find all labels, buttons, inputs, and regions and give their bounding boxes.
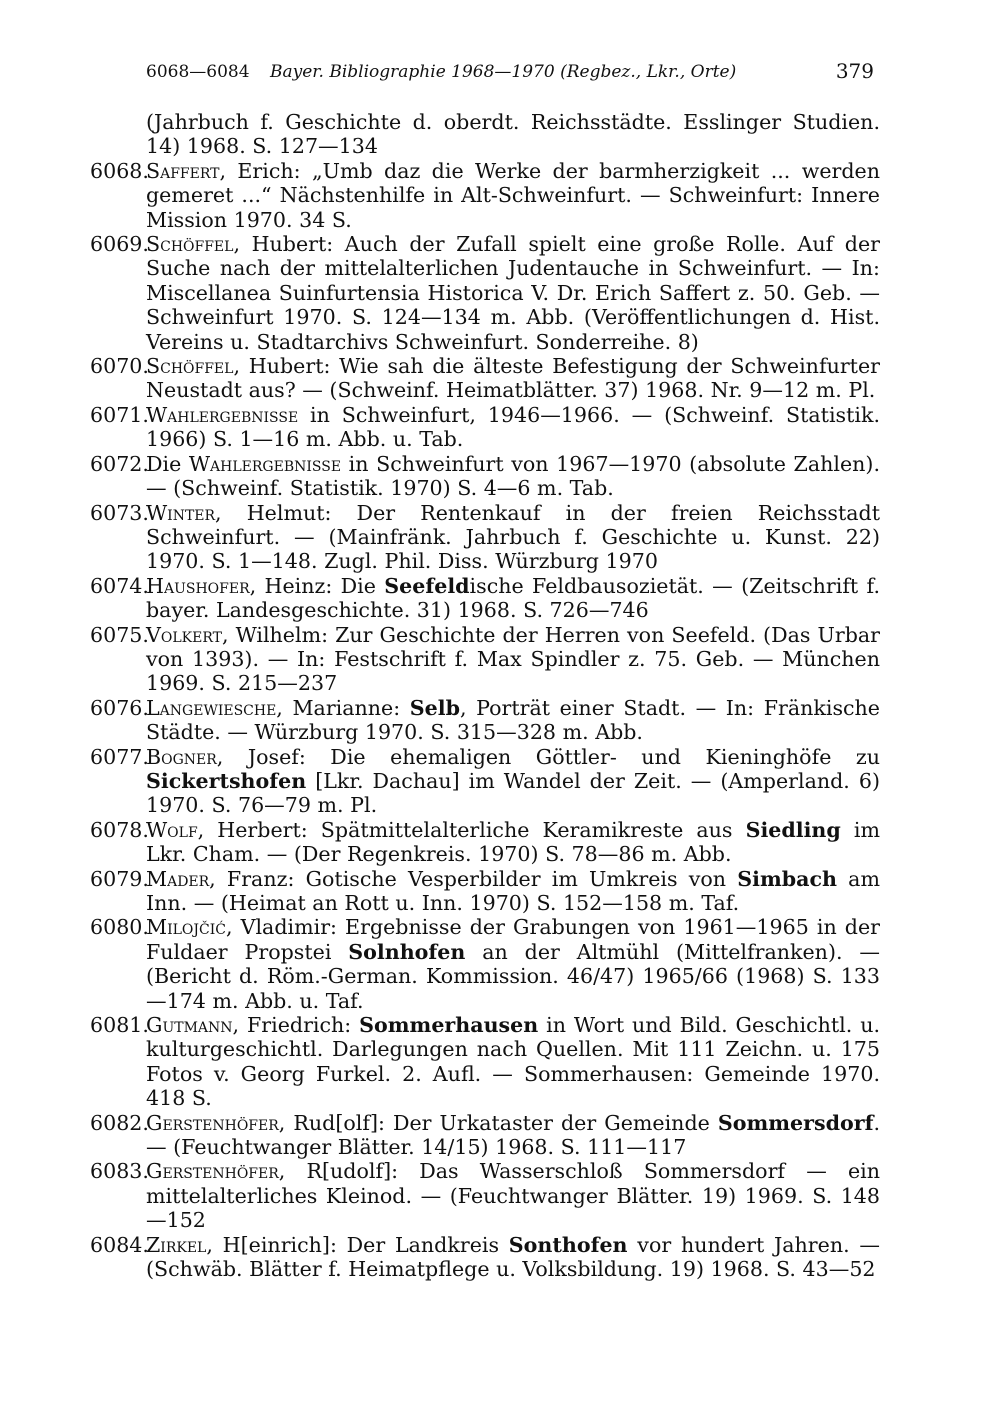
entry-number: 6080. bbox=[90, 915, 149, 940]
entry-rest-lead: Friedrich: bbox=[239, 1013, 360, 1038]
entry-text bbox=[146, 1111, 880, 1160]
place-keyword: Sommersdorf bbox=[717, 1110, 874, 1135]
entry-rest: in Wort und Bild. Geschichtl. u. kulturgeschichtl. Darlegungen nach Quellen. Mit 111 Zeichn. u. 175 Fotos v. Georg Furkel. 2. Aufl. — Sommerhausen: Gemeinde 1970. 418 S. bbox=[146, 1013, 881, 1111]
entry-rest: an der Altmühl (Mittelfranken). — (Bericht d. Röm.-German. Kommission. 46/47) 1965/66 (1968) S. 133—174 m. Abb. u. Taf. bbox=[146, 939, 881, 1013]
entry-author: Milojčić, bbox=[146, 915, 233, 940]
bibliography-entry bbox=[90, 915, 880, 1013]
entry-rest: . — (Feuchtwanger Blätter. 14/15) 1968. S. 111—117 bbox=[146, 1110, 880, 1160]
entry-rest: (Jahrbuch f. Geschichte d. oberdt. Reichsstädte. Esslinger Studien. 14) 1968. S. 127—134 bbox=[146, 110, 880, 159]
entry-rest: am Inn. — (Heimat an Rott u. Inn. 1970) S. 152—158 m. Taf. bbox=[146, 866, 880, 915]
entry-rest: Hubert: Auch der Zufall spielt eine große Rolle. Auf der Suche nach der mittelalterlichen Judentauche in Schweinfurt. — In: Miscellanea Suinfurtensia Historica V. Dr. Erich Saffert z. 50. Geb. — Schweinfurt 1970. S. 124—134 m. Abb. (Veröffentlichungen d. Hist. Vereins u. Stadtarchivs Schweinfurt. Sonderreihe. 8) bbox=[146, 232, 880, 354]
entry-text bbox=[146, 867, 880, 916]
bibliography-entry bbox=[90, 403, 880, 452]
entry-text bbox=[146, 623, 880, 696]
bibliography-entry bbox=[90, 354, 880, 403]
entry-number: 6072. bbox=[90, 451, 149, 476]
entry-rest: ische Feldbausozietät. — (Zeitschrift f. bayer. Landesgeschichte. 31) 1968. S. 726—746 bbox=[146, 573, 880, 623]
entry-author: Volkert, bbox=[146, 622, 229, 647]
entry-rest: Hubert: Wie sah die älteste Befestigung der Schweinfurter Neustadt aus? — (Schweinf. Heimatblätter. 37) 1968. Nr. 9—12 m. Pl. bbox=[146, 354, 880, 403]
place-keyword: Seefeld bbox=[384, 573, 470, 598]
entry-number: 6077. bbox=[90, 744, 149, 769]
bibliography-entry bbox=[90, 1111, 880, 1160]
entry-range: 6068—6084 bbox=[146, 62, 250, 82]
bibliography-entry bbox=[90, 818, 880, 867]
entry-number: 6069. bbox=[90, 232, 149, 257]
entry-rest-lead: Franz: Gotische Vesperbilder im Umkreis von bbox=[215, 866, 738, 891]
entry-author: Gerstenhöfer, bbox=[146, 1110, 286, 1135]
entry-text bbox=[146, 1013, 880, 1111]
entry-number: 6075. bbox=[90, 622, 149, 647]
bibliography-entry bbox=[90, 501, 880, 574]
entry-rest-lead: Heinz: Die bbox=[256, 573, 385, 598]
entry-text bbox=[146, 574, 880, 623]
entry-number: 6084. bbox=[90, 1232, 149, 1257]
entry-author: Wahlergebnisse bbox=[188, 451, 342, 476]
entry-author: Gutmann, bbox=[146, 1013, 240, 1038]
entry-rest-lead: Vladimir: Ergebnisse der Grabungen von 1961—1965 in der Fuldaer Propstei bbox=[146, 915, 880, 964]
entry-number: 6074. bbox=[90, 573, 149, 598]
entry-rest-lead: Rud[olf]: Der Urkataster der Gemeinde bbox=[285, 1110, 718, 1135]
entry-text bbox=[146, 1233, 880, 1282]
entry-pre: Die bbox=[146, 451, 189, 476]
place-keyword: Solnhofen bbox=[348, 939, 466, 964]
entry-author: Gerstenhöfer, bbox=[146, 1159, 286, 1184]
bibliography-list bbox=[90, 110, 880, 1282]
entry-author: Bogner, bbox=[146, 744, 224, 769]
entry-text bbox=[146, 818, 880, 867]
entry-text bbox=[146, 354, 880, 403]
entry-rest-lead: Herbert: Spätmittelalterliche Keramikreste aus bbox=[204, 817, 746, 842]
entry-number: 6070. bbox=[90, 354, 149, 379]
entry-rest: Wilhelm: Zur Geschichte der Herren von Seefeld. (Das Urbar von 1393). — In: Festschrift f. Max Spindler z. 75. Geb. — München 1969. S. 215—237 bbox=[146, 622, 880, 696]
entry-text bbox=[146, 745, 880, 818]
page-number: 379 bbox=[835, 59, 874, 83]
entry-rest: , Porträt einer Stadt. — In: Fränkische Städte. — Würzburg 1970. S. 315—328 m. Abb. bbox=[146, 695, 880, 745]
entry-text bbox=[146, 232, 880, 354]
bibliography-entry bbox=[90, 867, 880, 916]
entry-number: 6071. bbox=[90, 402, 149, 427]
entry-text bbox=[146, 501, 880, 574]
entry-rest: Erich: „Umb daz die Werke der barmherzigkeit ... werden gemeret ...“ Nächstenhilfe in Alt-Schweinfurt. — Schweinfurt: Innere Mission 1970. 34 S. bbox=[146, 158, 880, 232]
running-title: Bayer. Bibliographie 1968—1970 (Regbez., Lkr., Orte) bbox=[270, 62, 737, 82]
bibliography-entry bbox=[90, 1233, 880, 1282]
entry-author: Langewiesche, bbox=[146, 695, 283, 720]
entry-rest-lead: H[einrich]: Der Landkreis bbox=[212, 1232, 509, 1257]
entry-rest: R[udolf]: Das Wasserschloß Sommersdorf — ein mittelalterliches Kleinod. — (Feuchtwanger Blätter. 19) 1969. S. 148—152 bbox=[146, 1159, 880, 1233]
entry-number: 6076. bbox=[90, 695, 149, 720]
bibliography-entry bbox=[90, 232, 880, 354]
entry-rest: in Schweinfurt, 1946—1966. — (Schweinf. Statistik. 1966) S. 1—16 m. Abb. u. Tab. bbox=[146, 402, 880, 452]
entry-number: 6079. bbox=[90, 866, 149, 891]
bibliography-entry bbox=[90, 574, 880, 623]
entry-text bbox=[146, 452, 880, 501]
entry-author: Winter, bbox=[146, 500, 222, 525]
entry-rest: vor hundert Jahren. — (Schwäb. Blätter f. Heimatpflege u. Volksbildung. 19) 1968. S. 43—52 bbox=[146, 1232, 880, 1282]
entry-text bbox=[146, 110, 880, 159]
entry-author: Zirkel, bbox=[146, 1232, 213, 1257]
entry-author: Saffert, bbox=[146, 158, 227, 183]
page-header bbox=[146, 58, 878, 90]
entry-rest: Helmut: Der Rentenkauf in der freien Reichsstadt Schweinfurt. — (Mainfränk. Jahrbuch f. Geschichte u. Kunst. 22) 1970. S. 1—148. Zugl. Phil. Diss. Würzburg 1970 bbox=[146, 500, 880, 574]
entry-text bbox=[146, 696, 880, 745]
entry-number: 6068. bbox=[90, 158, 149, 183]
entry-rest: im Lkr. Cham. — (Der Regenkreis. 1970) S. 78—86 m. Abb. bbox=[146, 817, 880, 867]
place-keyword: Sickertshofen bbox=[146, 768, 307, 793]
entry-number: 6082. bbox=[90, 1110, 149, 1135]
place-keyword: Simbach bbox=[737, 866, 837, 891]
bibliography-entry bbox=[90, 696, 880, 745]
entry-author: Schöffel, bbox=[146, 232, 240, 257]
bibliography-entry bbox=[90, 1013, 880, 1111]
bibliography-entry bbox=[90, 745, 880, 818]
entry-text bbox=[146, 159, 880, 232]
entry-rest: in Schweinfurt von 1967—1970 (absolute Zahlen). — (Schweinf. Statistik. 1970) S. 4—6 m. Tab. bbox=[146, 451, 880, 501]
entry-rest: [Lkr. Dachau] im Wandel der Zeit. — (Amperland. 6) 1970. S. 76—79 m. Pl. bbox=[146, 768, 880, 818]
place-keyword: Sommerhausen bbox=[359, 1013, 539, 1038]
entry-number: 6073. bbox=[90, 500, 149, 525]
bibliography-entry bbox=[90, 159, 880, 232]
entry-rest-lead: Marianne: bbox=[282, 695, 410, 720]
bibliography-entry bbox=[90, 452, 880, 501]
entry-text bbox=[146, 403, 880, 452]
entry-author: Schöffel, bbox=[146, 354, 240, 379]
bibliography-entry bbox=[90, 623, 880, 696]
entry-text bbox=[146, 915, 880, 1013]
bibliography-entry bbox=[90, 110, 880, 159]
entry-rest-lead: Josef: Die ehemaligen Göttler- und Kieninghöfe zu bbox=[223, 744, 880, 769]
entry-number: 6083. bbox=[90, 1159, 149, 1184]
entry-author: Haushofer, bbox=[146, 573, 257, 598]
entry-author: Mader, bbox=[146, 866, 216, 891]
place-keyword: Sonthofen bbox=[508, 1232, 628, 1257]
place-keyword: Siedling bbox=[745, 817, 841, 842]
entry-number: 6078. bbox=[90, 817, 149, 842]
entry-author: Wolf, bbox=[146, 817, 205, 842]
place-keyword: Selb bbox=[409, 695, 460, 720]
entry-author: Wahlergebnisse bbox=[146, 402, 299, 427]
bibliography-entry bbox=[90, 1159, 880, 1232]
entry-number: 6081. bbox=[90, 1013, 149, 1038]
entry-text bbox=[146, 1159, 880, 1232]
